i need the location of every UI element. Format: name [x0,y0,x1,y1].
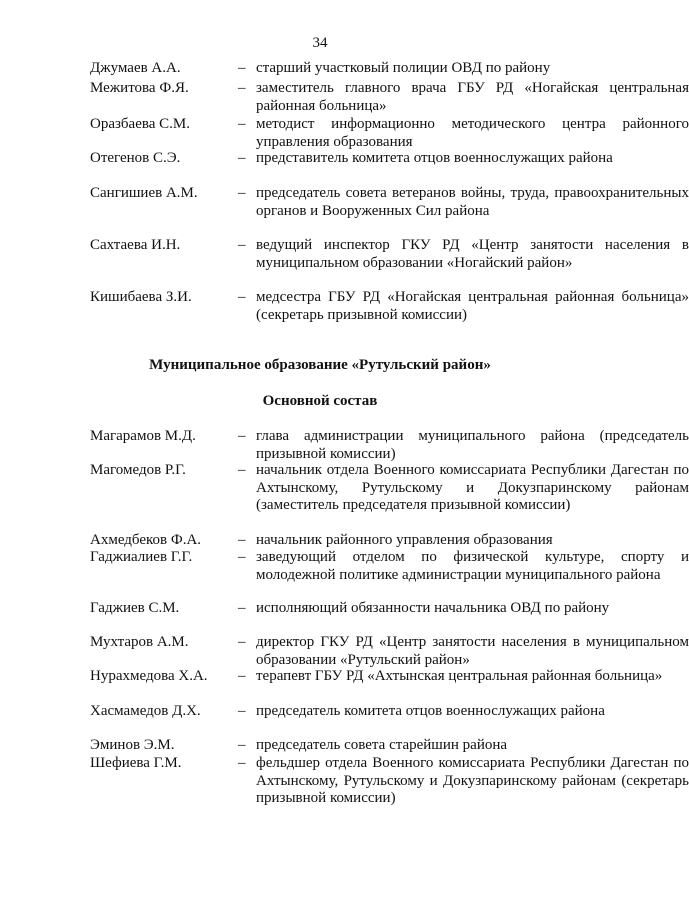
member-position: представитель комитета отцов военнослужащих района [256,150,613,166]
dash: – [238,755,246,771]
member-position: медсестра ГБУ РД «Ногайская центральная районная больница» (секретарь призывной комиссии) [256,289,689,323]
section-subtitle: Основной состав [262,393,378,409]
member-position: фельдшер отдела Военного комиссариата Республики Дагестан по Ахтынскому, Рутульскому и Докузпаринскому районам (секретарь призывной комиссии) [256,755,689,807]
dash: – [238,532,246,548]
member-position: заместитель главного врача ГБУ РД «Ногайская центральная районная больница» [256,80,689,114]
dash: – [238,80,246,96]
dash: – [238,703,246,719]
dash: – [238,237,246,253]
member-name: Мухтаров А.М. [90,634,189,650]
member-name: Сахтаева И.Н. [90,237,181,253]
member-name: Гаджиалиев Г.Г. [90,549,193,565]
member-entry [90,668,663,686]
member-name: Сангишиев А.М. [90,185,198,201]
member-entry [90,703,605,721]
member-position: терапевт ГБУ РД «Ахтынская центральная районная больница» [256,668,663,684]
member-name: Оразбаева С.М. [90,116,190,132]
member-entry [90,60,602,78]
member-name: Магарамов М.Д. [90,428,196,444]
dash: – [238,185,246,201]
member-name: Ахмедбеков Ф.А. [90,532,202,548]
dash: – [238,428,246,444]
member-entry [90,80,689,115]
member-entry [90,755,689,808]
member-position: председатель совета старейшин района [256,737,508,753]
member-entry [90,634,689,669]
member-position: старший участковый полиции ОВД по району [256,60,551,76]
member-name: Магомедов Р.Г. [90,462,186,478]
member-position: глава администрации муниципального района (председатель призывной комиссии) [256,428,689,462]
member-entry [90,428,689,463]
member-position: заведующий отделом по физической культуре, спорту и молодежной политике администрации муниципального района [256,549,689,583]
member-position: начальник отдела Военного комиссариата Республики Дагестан по Ахтынскому, Рутульскому и Докузпаринскому районам (заместитель председателя призывной комиссии) [256,462,689,514]
dash: – [238,737,246,753]
member-position: председатель совета ветеранов войны, труда, правоохранительных органов и Вооруженных Сил района [256,185,689,219]
dash: – [238,600,246,616]
page-number: 34 [312,35,328,51]
member-entry [90,549,689,584]
section-title: Муниципальное образование «Рутульский район» [149,357,491,373]
member-position: исполняющий обязанности начальника ОВД по району [256,600,610,616]
member-name: Кишибаева З.И. [90,289,192,305]
dash: – [238,634,246,650]
dash: – [238,668,246,684]
dash: – [238,150,246,166]
member-position: ведущий инспектор ГКУ РД «Центр занятости населения в муниципальном образовании «Ногайский район» [256,237,689,271]
member-name: Гаджиев С.М. [90,600,180,616]
dash: – [238,549,246,565]
member-position: методист информационно методического центра районного управления образования [256,116,689,150]
member-position: начальник районного управления образования [256,532,553,548]
member-name: Отегенов С.Э. [90,150,181,166]
member-position: председатель комитета отцов военнослужащих района [256,703,605,719]
member-name: Межитова Ф.Я. [90,80,189,96]
dash: – [238,116,246,132]
member-entry [90,462,689,515]
member-entry [90,116,689,151]
member-entry [90,185,689,220]
member-entry [90,150,613,168]
member-name: Хасмамедов Д.Х. [90,703,201,719]
member-name: Эминов Э.М. [90,737,175,753]
member-name: Шефиева Г.М. [90,755,182,771]
member-entry [90,737,602,755]
member-position: директор ГКУ РД «Центр занятости населения в муниципальном образовании «Рутульский район» [256,634,689,668]
dash: – [238,462,246,478]
dash: – [238,60,246,76]
member-entry [90,600,610,618]
member-entry [90,289,689,324]
member-name: Джумаев А.А. [90,60,181,76]
member-entry [90,237,689,272]
dash: – [238,289,246,305]
member-name: Нурахмедова Х.А. [90,668,208,684]
member-entry [90,532,602,550]
